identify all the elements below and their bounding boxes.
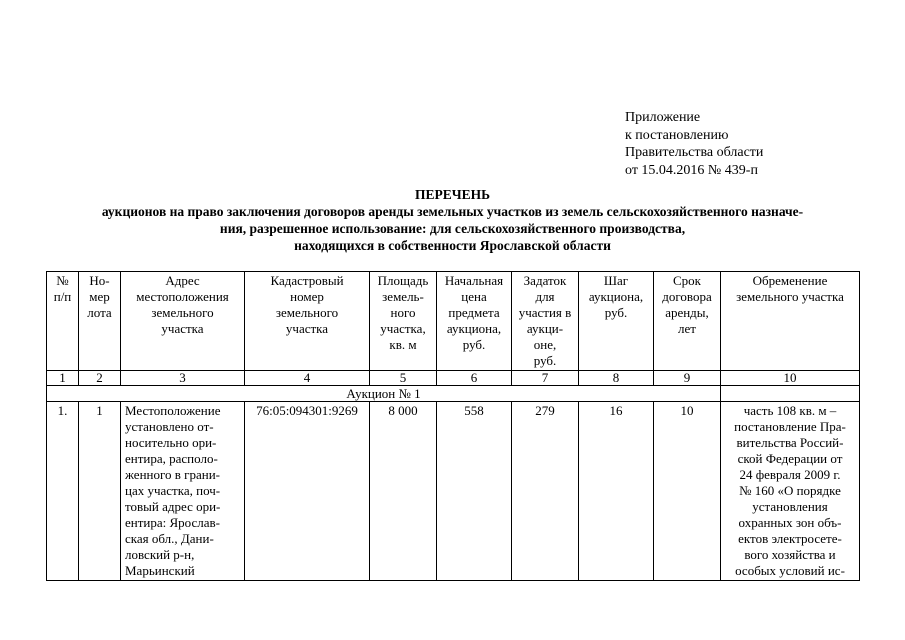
cell-line: цах участка, поч-: [125, 483, 221, 498]
auction-empty-cell: [721, 386, 860, 402]
header-cell: [721, 272, 860, 371]
table-row: [47, 402, 860, 581]
column-number: 1: [47, 371, 79, 386]
cell-line: Срок: [673, 273, 701, 288]
header-cell: [512, 272, 579, 371]
deposit-cell: 279: [512, 402, 579, 581]
header-cell: [654, 272, 721, 371]
cell-line: вительства Россий-: [736, 435, 844, 450]
cell-line: ектов электросете-: [738, 531, 842, 546]
appendix-line: от 15.04.2016 № 439-п: [625, 162, 758, 178]
cell-line: Но-: [89, 273, 110, 288]
cell-line: Марьинский: [125, 563, 195, 578]
cell-line: ской Федерации от: [737, 451, 843, 466]
cell-line: п/п: [53, 289, 72, 304]
cell-line: договора: [662, 289, 712, 304]
cell-line: аукциона,: [588, 289, 644, 304]
column-number: 2: [79, 371, 121, 386]
column-number: 5: [370, 371, 437, 386]
column-number: 9: [654, 371, 721, 386]
cell-line: аукци-: [526, 321, 564, 336]
cell-line: аукциона,: [446, 321, 502, 336]
auction-label: Аукцион № 1: [47, 386, 721, 402]
term-cell: 10: [654, 402, 721, 581]
cell-line: установлено от-: [125, 419, 214, 434]
step-cell: 16: [579, 402, 654, 581]
cell-line: земельного: [151, 305, 214, 320]
cell-line: руб.: [604, 305, 628, 320]
cell-line: кв. м: [389, 337, 417, 352]
cell-line: постановление Пра-: [734, 419, 846, 434]
cell-line: аренды,: [665, 305, 709, 320]
cell-line: Шаг: [603, 273, 629, 288]
cell-line: предмета: [448, 305, 500, 320]
header-row: [47, 272, 860, 371]
title-line: находящихся в собственности Ярославской области: [294, 238, 611, 253]
cell-line: участия в: [518, 305, 572, 320]
header-cell: [437, 272, 512, 371]
area-cell: 8 000: [370, 402, 437, 581]
column-number: 7: [512, 371, 579, 386]
cell-line: земельного участка: [736, 289, 844, 304]
cell-line: Задаток: [523, 273, 567, 288]
cell-line: цена: [461, 289, 487, 304]
cell-line: Площадь: [377, 273, 429, 288]
appendix-block: [625, 109, 763, 179]
cell-line: мер: [89, 289, 110, 304]
header-cell: [121, 272, 245, 371]
auction-row: [47, 386, 860, 402]
title-line: ния, разрешенное использование: для сельскохозяйственного производства,: [219, 221, 686, 236]
cell-line: Местоположение: [125, 403, 221, 418]
title-line: аукционов на право заключения договоров аренды земельных участков из земель сельскохозяйственного назначе-: [101, 204, 804, 219]
column-number: 3: [121, 371, 245, 386]
cell-line: земель-: [382, 289, 424, 304]
cell-line: часть 108 кв. м –: [743, 403, 837, 418]
auction-table: [46, 271, 860, 581]
cell-line: ентира: Ярослав-: [125, 515, 220, 530]
cell-line: ская обл., Дани-: [125, 531, 214, 546]
cell-line: женного в грани-: [125, 467, 220, 482]
cell-line: для: [535, 289, 555, 304]
header-cell: [370, 272, 437, 371]
cell-line: Обременение: [752, 273, 828, 288]
lot-number: 1: [79, 402, 121, 581]
cell-line: участка: [285, 321, 329, 336]
column-number: 6: [437, 371, 512, 386]
cell-line: ентира, располо-: [125, 451, 218, 466]
header-cell: [245, 272, 370, 371]
cell-line: руб.: [533, 353, 557, 368]
cell-line: ловский р-н,: [125, 547, 195, 562]
cadastral-number: 76:05:094301:9269: [245, 402, 370, 581]
column-number: 4: [245, 371, 370, 386]
cell-line: товый адрес ори-: [125, 499, 221, 514]
column-number: 8: [579, 371, 654, 386]
appendix-line: к постановлению: [625, 127, 729, 143]
cell-line: земельного: [275, 305, 339, 320]
cell-line: особых условий ис-: [735, 563, 845, 578]
cell-line: установления: [752, 499, 828, 514]
cell-line: 24 февраля 2009 г.: [739, 467, 841, 482]
appendix-line: Приложение: [625, 110, 701, 125]
cell-line: оне,: [533, 337, 557, 352]
cell-line: № 160 «О порядке: [739, 483, 841, 498]
cell-line: номер: [290, 289, 324, 304]
cell-line: участка,: [380, 321, 426, 336]
header-cell: [79, 272, 121, 371]
column-number-row: [47, 371, 860, 386]
address-cell: [121, 402, 245, 581]
encumbrance-cell: [721, 402, 860, 581]
cell-line: Адрес: [165, 273, 200, 288]
column-number: 10: [721, 371, 860, 386]
cell-line: Кадастровый: [270, 273, 344, 288]
cell-line: лота: [87, 305, 112, 320]
header-cell: [47, 272, 79, 371]
cell-line: лет: [678, 321, 696, 336]
cell-line: охранных зон объ-: [738, 515, 842, 530]
cell-line: №: [56, 273, 69, 288]
cell-line: участка: [161, 321, 204, 336]
row-number: 1.: [47, 402, 79, 581]
cell-line: носительно ори-: [125, 435, 217, 450]
appendix-line: Правительства области: [625, 145, 764, 160]
cell-line: вого хозяйства и: [744, 547, 836, 562]
title-line: ПЕРЕЧЕНЬ: [414, 187, 491, 202]
start-price-cell: 558: [437, 402, 512, 581]
cell-line: Начальная: [444, 273, 504, 288]
document-title: [20, 186, 885, 254]
header-cell: [579, 272, 654, 371]
cell-line: местоположения: [136, 289, 229, 304]
cell-line: руб.: [462, 337, 486, 352]
cell-line: ного: [390, 305, 416, 320]
